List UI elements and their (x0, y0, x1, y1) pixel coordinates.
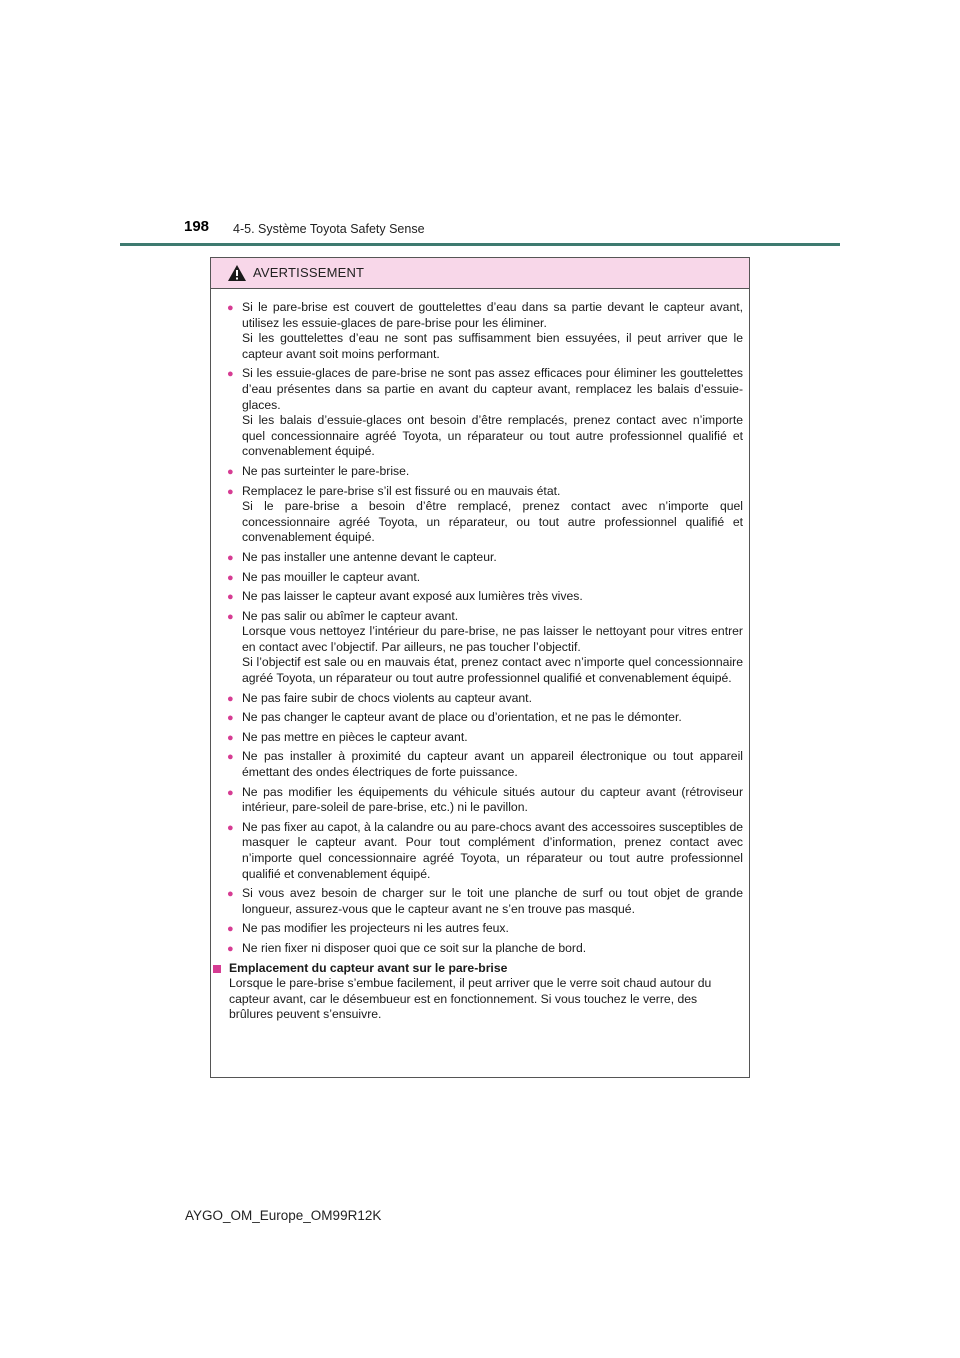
warning-item-text: Ne pas modifier les projecteurs ni les autres feux. (242, 921, 509, 936)
warning-item-text: Ne rien fixer ni disposer quoi que ce soit sur la planche de bord. (242, 940, 587, 955)
warning-item (211, 921, 743, 937)
warning-box (210, 257, 750, 1078)
bullet-icon: ● (227, 923, 234, 936)
bullet-icon: ● (227, 302, 234, 314)
bullet-icon: ● (227, 610, 234, 623)
warning-item (211, 464, 743, 480)
warning-item (211, 730, 743, 746)
subsection (211, 961, 743, 1023)
bullet-icon: ● (227, 786, 234, 799)
bullet-icon: ● (227, 368, 234, 381)
square-bullet-icon (213, 965, 221, 973)
warning-item-text: Ne pas laisser le capteur avant exposé aux lumières très vives. (242, 589, 583, 604)
warning-item-text: Ne pas salir ou abîmer le capteur avant. (242, 608, 459, 623)
warning-item (211, 785, 743, 816)
warning-item (211, 820, 743, 882)
bullet-icon: ● (227, 692, 234, 705)
warning-item (211, 710, 743, 726)
bullet-icon: ● (227, 551, 234, 564)
warning-item-text: Ne pas installer une antenne devant le capteur. (242, 549, 497, 564)
warning-item-text: Ne pas changer le capteur avant de place ou d’orientation, et ne pas le démonter. (242, 710, 682, 725)
warning-item-text: Remplacez le pare-brise s’il est fissuré ou en mauvais état. (242, 483, 561, 498)
warning-item-text: Si le pare-brise est couvert de gouttelettes d’eau dans sa partie devant le capteur avant, utilisez les essuie-glaces de pare-brise pour les éliminer. (242, 300, 743, 330)
header-rule (120, 243, 840, 246)
bullet-icon: ● (227, 465, 234, 478)
warning-item (211, 550, 743, 566)
warning-item-text: Si vous avez besoin de charger sur le toit une planche de surf ou tout objet de grande longueur, assurez-vous que le capteur avant ne s’en trouve pas masqué. (242, 886, 743, 916)
warning-item-text: Ne pas mettre en pièces le capteur avant. (242, 729, 468, 744)
warning-item (211, 941, 743, 957)
bullet-icon: ● (227, 821, 234, 834)
warning-item-text: Ne pas fixer au capot, à la calandre ou au pare-chocs avant des accessoires susceptibles de masquer le capteur avant. Pour tout complément d’information, prenez contact avec n’importe quel concessionnaire agréé Toyota, un réparateur ou tout autre professionnel qualifié et convenablement équipé. (242, 819, 743, 881)
warning-item-text: Ne pas surteinter le pare-brise. (242, 463, 410, 478)
bullet-icon: ● (227, 942, 234, 955)
bullet-icon: ● (227, 712, 234, 725)
bullet-icon: ● (227, 571, 234, 584)
warning-triangle-icon (227, 264, 247, 282)
bullet-icon: ● (227, 731, 234, 744)
warning-item-text: Ne pas installer à proximité du capteur avant un appareil électronique ou tout appareil émettant des ondes électriques de forte puissance. (242, 749, 743, 780)
section-title: 4-5. Système Toyota Safety Sense (233, 222, 425, 236)
warning-item (211, 366, 743, 460)
warning-item-text: Si les gouttelettes d’eau ne sont pas suffisamment bien essuyées, il peut arriver que le capteur avant soit moins performant. (242, 331, 743, 361)
document-code: AYGO_OM_Europe_OM99R12K (185, 1208, 382, 1223)
warning-item-text: Si les essuie-glaces de pare-brise ne sont pas assez efficaces pour éliminer les gouttelettes d’eau présentes dans sa partie en avant du capteur avant, remplacez les balais d’essuie-glaces. (242, 366, 743, 412)
warning-item-text: Ne pas modifier les équipements du véhicule situés autour du capteur avant (rétroviseur intérieur, pare-soleil de pare-brise, etc.) ni le pavillon. (242, 784, 743, 815)
warning-item-text: Ne pas faire subir de chocs violents au capteur avant. (242, 690, 532, 705)
warning-item (211, 749, 743, 780)
bullet-icon: ● (227, 751, 234, 764)
warning-item-text: Lorsque vous nettoyez l’intérieur du pare-brise, ne pas laisser le nettoyant pour vitres entrer en contact avec l’objectif. Par ailleurs, ne pas toucher l’objectif. (242, 624, 743, 654)
bullet-icon: ● (227, 888, 234, 901)
warning-body (211, 289, 749, 1023)
warning-item-text: Si les balais d’essuie-glaces ont besoin d’être remplacés, prenez contact avec n’importe quel concessionnaire agréé Toyota, un réparateur ou tout autre professionnel qualifié et convenablement équipé. (242, 413, 743, 459)
warning-item (211, 886, 743, 917)
page-number: 198 (184, 218, 210, 235)
bullet-icon: ● (227, 591, 234, 604)
warning-item (211, 570, 743, 586)
warning-item (211, 691, 743, 707)
warning-item (211, 484, 743, 546)
warning-item-text: Si l’objectif est sale ou en mauvais état, prenez contact avec n’importe quel concessionnaire agréé Toyota, un réparateur ou tout autre professionnel qualifié et convenablement équipé. (242, 655, 743, 686)
warning-item-text: Ne pas mouiller le capteur avant. (242, 569, 421, 584)
warning-item (211, 589, 743, 605)
subsection-text: Lorsque le pare-brise s’embue facilement, il peut arriver que le verre soit chaud autour du capteur avant, car le désembueur est en fonctionnement. Si vous touchez le verre, des brûlures peuvent s’ensuivre. (229, 976, 712, 1022)
warning-header (211, 258, 749, 289)
warning-item (211, 300, 743, 362)
subsection-title: Emplacement du capteur avant sur le pare-brise (229, 960, 508, 975)
warning-title: AVERTISSEMENT (253, 265, 365, 280)
bullet-icon: ● (227, 485, 234, 498)
warning-item (211, 609, 743, 687)
warning-item-text: Si le pare-brise a besoin d’être remplacé, prenez contact avec n’importe quel concessionnaire agréé Toyota, un réparateur, ou tout autre professionnel qualifié et convenablement équipé. (242, 499, 743, 545)
